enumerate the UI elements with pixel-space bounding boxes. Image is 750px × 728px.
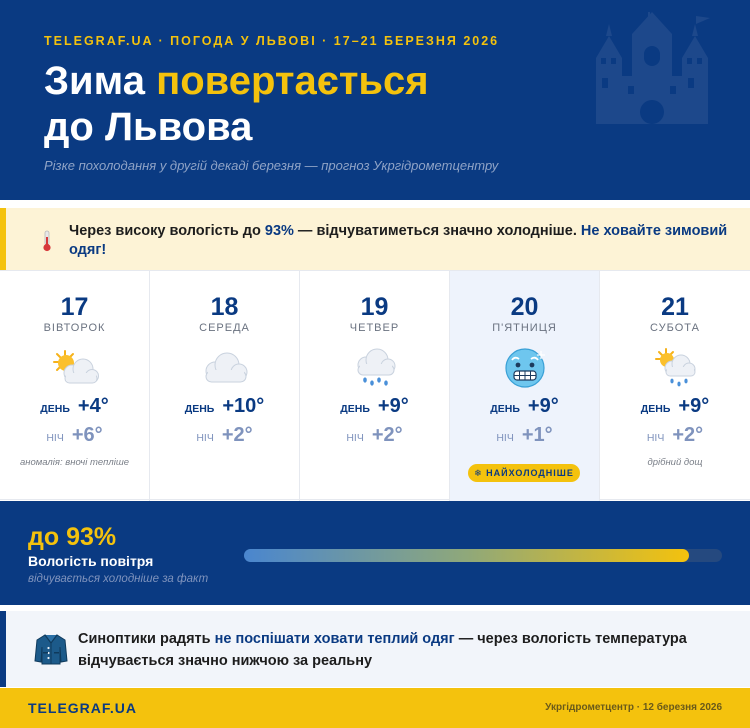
header-kicker: TELEGRAF.UA · ПОГОДА У ЛЬВОВІ · 17–21 БЕРЕЗНЯ 2026 xyxy=(44,34,500,48)
day-label: ДЕНЬ xyxy=(490,403,520,415)
sun-behind-rain-cloud-icon xyxy=(650,347,700,389)
day-date: 20 xyxy=(510,293,539,321)
night-temp: +1° xyxy=(521,424,553,446)
day-weekday: СЕРЕДА xyxy=(199,322,250,334)
title-part1: Зима xyxy=(44,59,157,103)
alert-call-to-action: Не ховайте зимовий одяг! xyxy=(69,223,728,258)
cold-face-icon xyxy=(500,347,550,389)
night-temp: +2° xyxy=(221,424,253,446)
alert-humidity-value: 93% xyxy=(264,223,294,239)
day-card-20 xyxy=(450,271,600,501)
header-subtitle: Різке похолодання у другій декаді березня — прогноз Укргідрометцентру xyxy=(44,158,499,173)
alert-text-part: Через високу вологість до xyxy=(69,223,265,239)
advice-highlight: не поспішати ховати теплий одяг xyxy=(214,631,455,647)
night-label: НІЧ xyxy=(496,432,514,444)
coldest-badge: ❄ НАЙХОЛОДНІШЕ xyxy=(468,464,580,482)
humidity-panel xyxy=(0,501,750,605)
night-temp-row xyxy=(0,424,149,447)
day-temp: +9° xyxy=(527,395,559,417)
night-label: НІЧ xyxy=(346,432,364,444)
title-highlight: повертається xyxy=(156,59,429,103)
alert-text xyxy=(69,222,739,260)
castle-icon xyxy=(592,12,712,124)
night-label: НІЧ xyxy=(196,432,214,444)
day-card-19 xyxy=(300,271,450,501)
day-temp-row xyxy=(0,395,149,418)
advice-text-part: — через вологість температура відчувається значно нижчою за реальну xyxy=(78,631,687,669)
alert-text-part: — відчуватиметься значно холодніше. xyxy=(293,223,581,239)
day-date: 18 xyxy=(210,293,239,321)
day-date: 19 xyxy=(360,293,389,321)
footer xyxy=(0,688,750,728)
header-banner xyxy=(0,0,750,200)
humidity-bar xyxy=(244,549,722,562)
day-temp: +4° xyxy=(77,395,109,417)
humidity-bar-fill xyxy=(244,549,689,562)
night-label: НІЧ xyxy=(646,432,665,444)
night-temp: +2° xyxy=(672,424,704,446)
night-temp: +6° xyxy=(71,424,103,446)
advice-text-part: Синоптики радять xyxy=(78,631,215,647)
cloud-with-rain-icon xyxy=(350,347,400,389)
day-weekday: СУБОТА xyxy=(650,322,700,334)
day-label: ДЕНЬ xyxy=(40,403,70,415)
night-temp-row xyxy=(600,424,750,447)
coat-icon xyxy=(34,633,68,665)
day-card-17 xyxy=(0,271,150,501)
day-temp: +9° xyxy=(377,395,409,417)
forecast-days xyxy=(0,270,750,500)
day-note: дрібний дощ xyxy=(647,457,703,468)
alert-section xyxy=(0,200,750,276)
day-temp-row xyxy=(450,395,599,418)
day-card-18 xyxy=(150,271,300,501)
day-temp-row xyxy=(600,395,750,418)
advice-text xyxy=(78,628,738,672)
day-label: ДЕНЬ xyxy=(640,403,671,415)
day-temp: +9° xyxy=(678,395,710,417)
day-temp: +10° xyxy=(222,395,265,417)
humidity-subtext: відчувається холодніше за факт xyxy=(28,573,209,585)
thermometer-icon xyxy=(42,230,52,252)
night-temp-row xyxy=(300,424,449,447)
day-label: ДЕНЬ xyxy=(184,403,215,415)
day-weekday: ВІВТОРОК xyxy=(43,322,106,334)
footer-source: Укргідрометцентр · 12 березня 2026 xyxy=(545,702,722,713)
day-date: 21 xyxy=(661,293,689,321)
title-line2: до Львова xyxy=(44,105,253,149)
sun-behind-cloud-icon xyxy=(50,347,100,389)
night-temp-row xyxy=(450,424,599,447)
day-note: аномалія: вночі тепліше xyxy=(19,457,130,468)
page-title xyxy=(44,58,429,150)
humidity-value: до 93% xyxy=(28,523,117,551)
day-weekday: ЧЕТВЕР xyxy=(349,322,400,334)
cloud-icon xyxy=(200,347,250,389)
night-temp: +2° xyxy=(371,424,403,446)
night-label: НІЧ xyxy=(46,432,64,444)
humidity-alert xyxy=(0,208,750,270)
day-card-21 xyxy=(600,271,750,501)
day-temp-row xyxy=(150,395,299,418)
humidity-label: Вологість повітря xyxy=(28,553,154,569)
day-temp-row xyxy=(300,395,449,418)
day-date: 17 xyxy=(60,293,89,321)
advice-panel xyxy=(0,611,750,687)
footer-brand: TELEGRAF.UA xyxy=(28,700,137,716)
night-temp-row xyxy=(150,424,299,447)
day-label: ДЕНЬ xyxy=(340,403,370,415)
day-weekday: П'ЯТНИЦЯ xyxy=(492,322,557,334)
